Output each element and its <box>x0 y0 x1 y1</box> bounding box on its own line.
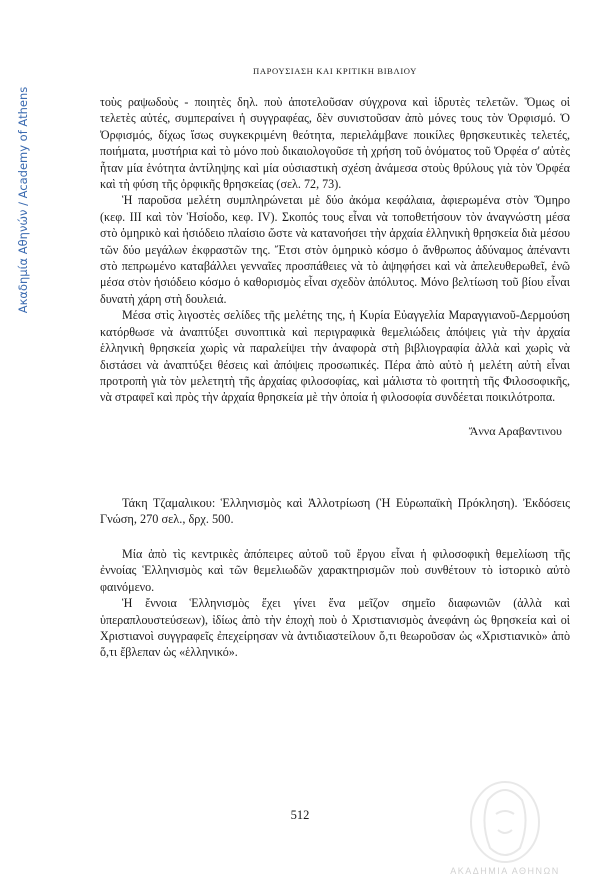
paragraph-3: Μέσα στὶς λιγοστὲς σελίδες τῆς μελέτης της, ἡ Κυρία Εὐαγγελία Μαραγγιανοῦ-Δερμούση κατόρθωσε νὰ ἀναπτύξει συνοπτικὰ καὶ περιγραφικὰ θεμελιώδεις ἀπόψεις γιὰ τὴν ἀρχαία ἑλληνικὴ θρησκεία χωρὶς νὰ παραλείψει τὴν ἀναφορὰ στὴ βιβλιογραφία ἀλλὰ καὶ χωρὶς νὰ διστάσει νὰ ἀναπτύξει θέσεις καὶ ἀπόψεις προσωπικές. Πέρα ἀπὸ αὐτὸ ἡ μελέτη αὐτὴ εἶναι προτροπὴ γιὰ τὸν μελετητὴ τῆς ἀρχαίας φιλοσοφίας, καὶ μάλιστα τὸ φοιτητὴ τῆς Φιλοσοφικῆς, νὰ στραφεῖ καὶ πρὸς τὴν ἀρχαία θρησκεία μὲ τὴν ὁποία ἡ φιλοσοφία συνδέεται ποικιλότροπα. <box>100 308 570 405</box>
page-number: 512 <box>290 808 310 822</box>
page-content <box>100 66 570 661</box>
paragraph-1: τοὺς ραψωδοὺς - ποιητὲς δηλ. ποὺ ἀποτελοῦσαν σύγχρονα καὶ ἱδρυτὲς τελετῶν. Ὅμως οἱ τελετὲς αὐτές, συμπεραίνει ἡ συγγραφέας, δὲν συνιστοῦσαν ἀπὸ μόνες τους τὸν Ὀρφισμό. Ὁ Ὀρφισμός, δίχως ἴσως συγκεκριμένη θεότητα, περιελάμβανε ποικίλες θρησκευτικὲς τελετές, ποιήματα, μυστήρια καὶ τὸ μόνο ποὺ δικαιολογοῦσε τὴ χρήση τοῦ ὀνόματος τοῦ Ὀρφέα σ' αὐτὲς ἦταν μία ἑνότητα ἀντίληψης καὶ μία οὐσιαστικὴ σχέση ἀνάμεσα στοὺς θρύλους γιὰ τὸν Ὀρφέα καὶ τὴ φύση τῆς ὀρφικῆς θρησκείας (σελ. 72, 73). <box>100 95 570 192</box>
author-signature: Ἄννα Αραβαντινου <box>468 423 562 438</box>
review-body <box>100 546 570 661</box>
watermark-text: Ακαδημία Αθηνών / Academy of Athens <box>16 86 31 314</box>
review-paragraph-1: Μία ἀπὸ τὶς κεντρικὲς ἀπόπειρες αὐτοῦ τοῦ ἔργου εἶναι ἡ φιλοσοφικὴ θεμελίωση τῆς ἐννοίας Ἑλληνισμὸς καὶ τῶν θεμελιωδῶν χαρακτηρισμῶν ποὺ συνθέτουν τὸ ἱστορικὸ αὐτὸ φαινόμενο. <box>100 546 570 594</box>
paragraph-2: Ἡ παροῦσα μελέτη συμπληρώνεται μὲ δύο ἀκόμα κεφάλαια, ἀφιερωμένα στὸν Ὅμηρο (κεφ. III καὶ τὸν Ἡσίοδο, κεφ. IV). Σκοπός τους εἶναι νὰ τοποθετήσουν τὸν ἀναγνώστη μέσα στὸ ὁμηρικὸ καὶ ἡσιόδειο πλαίσιο ὥστε νὰ κατανοήσει τὴν ἀρχαία ἑλληνικὴ θρησκεία διὰ μέσου τῶν δύο μεγάλων ἐκφραστῶν της. Ἔτσι στὸν ὁμηρικὸ κόσμο ὁ ἄνθρωπος ἀδύναμος ἀπέναντι στὸ πεπρωμένο καταβάλλει γενναῖες προσπάθειες νὰ τὸ ἀψηφήσει καὶ νὰ ἀπελευθερωθεῖ, ἐνῶ μέσα στὸν ἡσιόδειο κόσμο ὁ καθορισμὸς εἶναι σχεδὸν ἀπόλυτος. Μόνο βελτίωση τοῦ βίου εἶναι δυνατὴ χάρη στὴ δουλειά. <box>100 193 570 306</box>
review-paragraph-2: Ἡ ἔννοια Ἑλληνισμὸς ἔχει γίνει ἕνα μεῖζον σημεῖο διαφωνιῶν (ἀλλὰ καὶ ὑπεραπλουστεύσεων), ἰδίως ἀπὸ τὴν ἐποχὴ ποὺ ὁ Χριστιανισμὸς ἀνεφάνη ὡς θρησκεία καὶ οἱ Χριστιανοὶ συγγραφεῖς ἐπεχείρησαν νὰ ἀντιδιαστείλουν ὅ,τι θεωροῦσαν ὡς «Χριστιανικὸ» ἀπὸ ὅ,τι ἔβλεπαν ὡς «ἑλληνικό». <box>100 596 570 660</box>
academy-seal-watermark <box>440 770 570 880</box>
seal-text: ΑΚΑΔΗΜΙΑ ΑΘΗΝΩΝ <box>450 866 560 876</box>
review-heading: Τάκη Τζαμαλικου: Ἑλληνισμὸς καὶ Ἀλλοτρίωση (Ἡ Εὐρωπαϊκὴ Πρόκληση). Ἐκδόσεις Γνώση, 270 σελ., δρχ. 500. <box>100 495 570 527</box>
running-head: ΠΑΡΟΥΣΙΑΣΗ ΚΑΙ ΚΡΙΤΙΚΗ ΒΙΒΛΙΟΥ <box>253 66 417 76</box>
side-watermark <box>14 40 32 360</box>
